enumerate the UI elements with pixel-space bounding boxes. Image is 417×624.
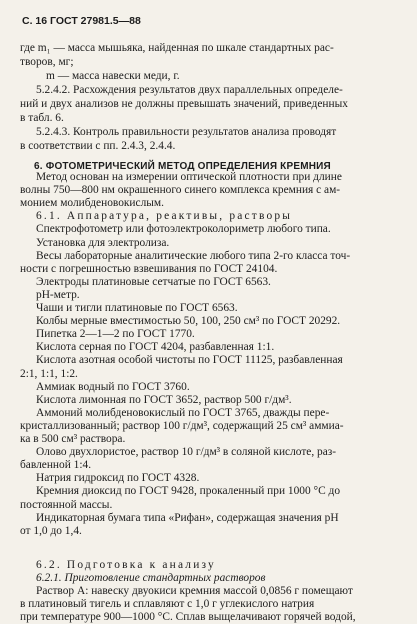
text-line: от 1,0 до 1,4. (20, 524, 82, 537)
text-line: 5.2.4.3. Контроль правильности результатов анализа проводят (36, 126, 337, 138)
text-line: творов, мг; (20, 56, 74, 68)
subsection-heading: 6.2.1. Приготовление стандартных растворов (36, 572, 266, 584)
text-line: постоянной массы. (20, 498, 113, 511)
text-line: Спектрофотометр или фотоэлектроколориметр любого типа. (36, 223, 331, 236)
text-line: m — масса навески меди, г. (46, 70, 180, 82)
text-line: Электроды платиновые сетчатые по ГОСТ 6563. (36, 275, 271, 288)
section-title: 6. ФОТОМЕТРИЧЕСКИЙ МЕТОД ОПРЕДЕЛЕНИЯ КРЕМНИЯ (34, 161, 331, 172)
subsection-heading: 6.1. Аппаратура, реактивы, растворы (36, 210, 293, 223)
text-line: Кислота азотная особой чистоты по ГОСТ 11125, разбавленная (36, 354, 343, 367)
text-line: Весы лабораторные аналитические любого типа 2-го класса точ- (36, 249, 351, 262)
text-line: кристаллизованный; раствор 100 г/дм³, содержащий 25 см³ аммиа- (20, 419, 344, 432)
text-line: где m₁ — масса мышьяка, найденная по шкале стандартных рас- (20, 42, 334, 54)
text-line: Установка для электролиза. (36, 236, 170, 249)
text-line: бавленной 1:4. (20, 459, 92, 472)
text-line: Олово двухлористое, раствор 10 г/дм³ в соляной кислоте, раз- (36, 446, 337, 459)
text-line: Кислота лимонная по ГОСТ 3652, раствор 500 г/дм³. (36, 393, 292, 406)
text-line: в платиновый тигель и сплавляют с 1,0 г углекислого натрия (20, 598, 315, 610)
subsection-heading: 6.2. Подготовка к анализу (36, 559, 216, 571)
text-line: ний и двух анализов не должны превышать значений, приведенных (20, 98, 348, 110)
text-line: Пипетка 2—1—2 по ГОСТ 1770. (36, 328, 195, 341)
text-line: Колбы мерные вместимостью 50, 100, 250 см³ по ГОСТ 20292. (36, 315, 341, 328)
text-line: Метод основан на измерении оптической плотности при длине (36, 171, 342, 183)
text-line: Кислота серная по ГОСТ 4204, разбавленная 1:1. (36, 341, 275, 354)
text-line: волны 750—800 нм окрашенного синего комплекса кремния с ам- (20, 184, 341, 197)
text-line: Раствор А: навеску двуокиси кремния массой 0,0856 г помещают (36, 585, 353, 597)
text-line: Индикаторная бумага типа «Рифан», содержащая значения pH (36, 511, 339, 524)
text-line: Аммиак водный по ГОСТ 3760. (36, 380, 190, 393)
text-line: в соответствии с пп. 2.4.3, 2.4.4. (20, 140, 176, 152)
text-line: монием молибденовокислым. (20, 197, 164, 210)
text-line: при температуре 900—1000 °С. Сплав выщелачивают горячей водой, (20, 611, 356, 623)
text-line: ка в 500 см³ раствора. (20, 433, 126, 445)
text-line: Натрия гидроксид по ГОСТ 4328. (36, 472, 200, 485)
text-line: Аммоний молибденовокислый по ГОСТ 3765, дважды пере- (36, 406, 330, 419)
text-line: 5.2.4.2. Расхождения результатов двух параллельных определе- (36, 84, 343, 96)
page-header: С. 16 ГОСТ 27981.5—88 (22, 15, 141, 27)
text-line: Чаши и тигли платиновые по ГОСТ 6563. (36, 302, 238, 314)
text-line: pH-метр. (36, 288, 80, 301)
text-line: 2:1, 1:1, 1:2. (20, 367, 78, 380)
text-line: ности с погрешностью взвешивания по ГОСТ 24104. (20, 262, 278, 275)
text-line: в табл. 6. (20, 112, 64, 124)
text-line: Кремния диоксид по ГОСТ 9428, прокаленный при 1000 °С до (36, 485, 341, 498)
